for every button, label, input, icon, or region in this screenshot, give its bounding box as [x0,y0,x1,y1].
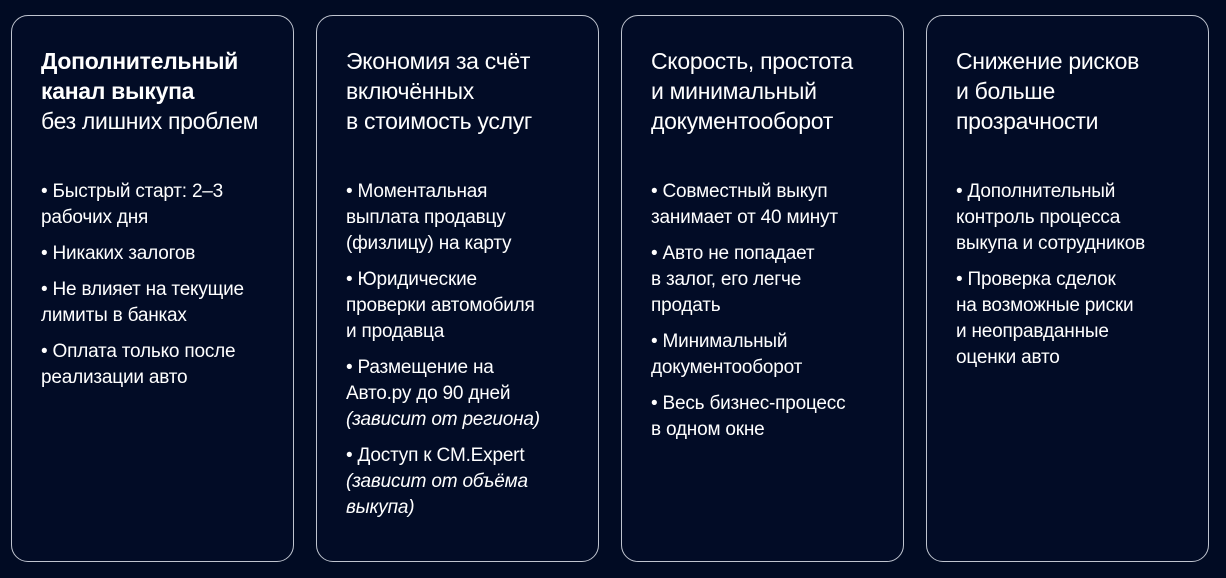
bullet-text: в одном окне [651,419,765,440]
bullet-text: в залог, его легче [651,269,802,290]
bullet-list [956,179,1192,371]
bullet-text: (физлицу) на карту [346,233,512,254]
bullet-text: • Размещение на [346,357,494,378]
card-title-line: документооборот [651,108,834,134]
card-title [346,46,582,136]
bullet-note: (зависит от региона) [346,409,540,430]
card-title [41,46,277,136]
bullet-note: выкупа) [346,497,415,518]
bullet-text: лимиты в банках [41,305,187,326]
bullet-text: • Быстрый старт: 2–3 [41,181,224,202]
card-savings [316,15,599,562]
bullet-text: выкупа и сотрудников [956,233,1145,254]
bullet-text: рабочих дня [41,207,149,228]
bullet-text: • Весь бизнес-процесс [651,393,846,414]
bullet-text: • Совместный выкуп [651,181,828,202]
bullet-text: • Дополнительный [956,181,1116,202]
bullet-text: контроль процесса [956,207,1121,228]
card-title [956,46,1192,136]
bullet-text: • Авто не попадает [651,243,815,264]
bullet-item [651,241,887,319]
bullet-text: Авто.ру до 90 дней [346,383,511,404]
bullet-list [346,179,582,521]
bullet-text: оценки авто [956,347,1060,368]
card-title-line: Скорость, простота [651,48,853,74]
bullet-item [651,179,887,231]
bullet-item [41,179,277,231]
bullet-item [651,329,887,381]
bullet-list [651,179,887,443]
card-title-line: и больше [956,78,1055,104]
card-title-line: канал выкупа [41,78,195,104]
card-title-line: Снижение рисков [956,48,1140,74]
bullet-item [41,277,277,329]
bullet-text: документооборот [651,357,803,378]
card-title-line: включённых [346,78,474,104]
bullet-text: • Моментальная [346,181,488,202]
card-title [651,46,887,136]
card-title-line: прозрачности [956,108,1099,134]
bullet-item [956,267,1192,371]
bullet-item [651,391,887,443]
bullet-text: • Оплата только после [41,341,236,362]
card-title-line: в стоимость услуг [346,108,532,134]
bullet-text: • Доступ к CM.Expert [346,445,525,466]
bullet-text: и продавца [346,321,445,342]
bullet-text: • Не влияет на текущие [41,279,244,300]
bullet-text: • Никаких залогов [41,243,196,264]
card-title-line: Дополнительный [41,48,239,74]
bullet-text: реализации авто [41,367,188,388]
bullet-item [41,241,277,267]
card-title-line: и минимальный [651,78,817,104]
bullet-text: выплата продавцу [346,207,506,228]
card-additional-channel [11,15,294,562]
bullet-item [346,267,582,345]
card-risk-reduction [926,15,1209,562]
bullet-list [41,179,277,391]
bullet-text: • Юридические [346,269,477,290]
bullet-text: • Проверка сделок [956,269,1116,290]
bullet-text: • Минимальный [651,331,788,352]
bullet-text: на возможные риски [956,295,1134,316]
card-title-line: без лишних проблем [41,108,259,134]
bullet-item [346,443,582,521]
bullet-item [346,179,582,257]
bullet-item [346,355,582,433]
card-title-line: Экономия за счёт [346,48,531,74]
bullet-item [41,339,277,391]
bullet-text: занимает от 40 минут [651,207,838,228]
bullet-note: (зависит от объёма [346,471,528,492]
bullet-item [956,179,1192,257]
bullet-text: проверки автомобиля [346,295,535,316]
bullet-text: продать [651,295,721,316]
card-speed-simplicity [621,15,904,562]
bullet-text: и неоправданные [956,321,1109,342]
